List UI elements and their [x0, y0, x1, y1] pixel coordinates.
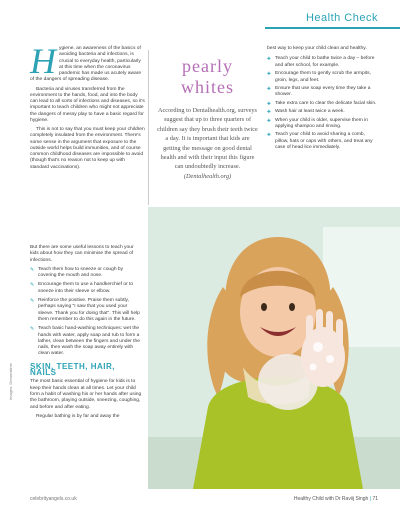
paragraph: best way to keep your child clean and healthy. — [267, 46, 367, 51]
list-item: ✚ Wash hair at least twice a week. — [267, 109, 379, 115]
header-rule — [265, 27, 400, 29]
section-subheading: SKIN, TEETH, HAIR, NAILS — [30, 361, 116, 378]
paragraph: But there are some useful lessons to teach your kids about how they can minimise the spread of infections. — [30, 245, 134, 263]
paragraph: Bacteria and viruses transferred from the environment to the hands, food, and into the body can lead to all sorts of infections and diseases, so it's important to teach children who might not appreciate the dangers of messy play to have a basic regard for hygiene. — [30, 86, 145, 123]
footer-folio — [294, 496, 378, 502]
list-item: ✎ Reinforce the positive. Praise them subtly, perhaps saying "I saw that you used your sleeve. Thank you for doing that". This will help them remember to do this again in the future. — [30, 298, 142, 323]
intro-paragraph: Hygiene, an awareness of the basics of avoiding bacteria and infections, is crucial to everyday health, particularly at this time when the coronavirus pandemic has made us acutely aware of the dangers of spreading disease. — [30, 41, 142, 83]
page-number: 71 — [372, 496, 378, 502]
drop-cap: H — [30, 41, 56, 81]
list-item: ✎ Teach basic hand-washing techniques: wet the hands with water, apply soap and rub to form a lather, clean between the fingers and under the nails, then wash the soap away entirely with clean water. — [30, 326, 142, 357]
footer-publication: Healthy Child with Dr Raviij Singh — [293, 496, 369, 502]
list-item: ✚ Take extra care to clear the delicate facial skin. — [267, 101, 379, 107]
page-footer — [0, 492, 400, 516]
list-item: ✚ Ensure that use soap every time they take a shower. — [267, 86, 379, 99]
photo-illustration — [148, 207, 400, 489]
child-handwashing-photo — [148, 207, 400, 489]
page-header — [0, 0, 400, 30]
bathing-tips-list — [267, 56, 379, 151]
paragraph: Regular bathing is by far and away the — [36, 413, 120, 419]
pull-quote-box — [148, 50, 258, 205]
list-item: ✚ Teach your child to bathe twice a day – before and after school, for example. — [267, 56, 379, 69]
list-item: ✚ Teach your child to avoid sharing a comb, pillow, hats or caps with others, and treat any case of head lice immediately. — [267, 132, 379, 151]
list-item: ✎ Teach them how to sneeze or cough by covering the mouth and nose. — [30, 267, 142, 280]
paragraph: This is not to say that you must keep your children completely insulated from the environment. There's some sense in the argument that exposure to the outside world helps build immunities, and of course common childhood diseases are impossible to avoid (though that's no reason not to keep up with standard vaccinations). — [30, 127, 145, 170]
pull-quote-text: According to Dentalhealth.org, surveys suggest that up to three quarters of children say they brush their teeth twice a day. It is important that kids are getting the message on good dental health and with their input this figure can undoubtedly increase. (Dentalhealth.org) — [157, 107, 258, 180]
list-item: ✚ Encourage them to gently scrub the armpits, groin, legs, and feet. — [267, 71, 379, 84]
pull-quote-source: (Dentalhealth.org) — [183, 172, 232, 180]
lower-left-column — [30, 245, 142, 423]
intro-column — [30, 41, 145, 174]
image-credit: Images: Dreamstime — [8, 363, 13, 400]
paragraph: The most basic essential of hygiene for kids is to keep their hands clean at all times. Let your child form a habit of washing his or her hands after using the bathroom, playing outside, sneezing, coughing, and before and after eating. — [30, 379, 142, 410]
list-item: ✚ When your child is older, supervise them in applying shampoo and rinsing. — [267, 118, 379, 131]
right-column — [267, 46, 379, 154]
list-item: ✎ Encourage them to use a handkerchief or to sneeze into their sleeve or elbow. — [30, 282, 142, 295]
section-title: Health Check — [305, 12, 378, 24]
pull-quote-title: pearly whites — [181, 56, 234, 97]
footer-separator: | — [369, 496, 372, 502]
infection-tips-list — [30, 267, 142, 358]
footer-website: celebrityangels.co.uk — [30, 496, 77, 502]
